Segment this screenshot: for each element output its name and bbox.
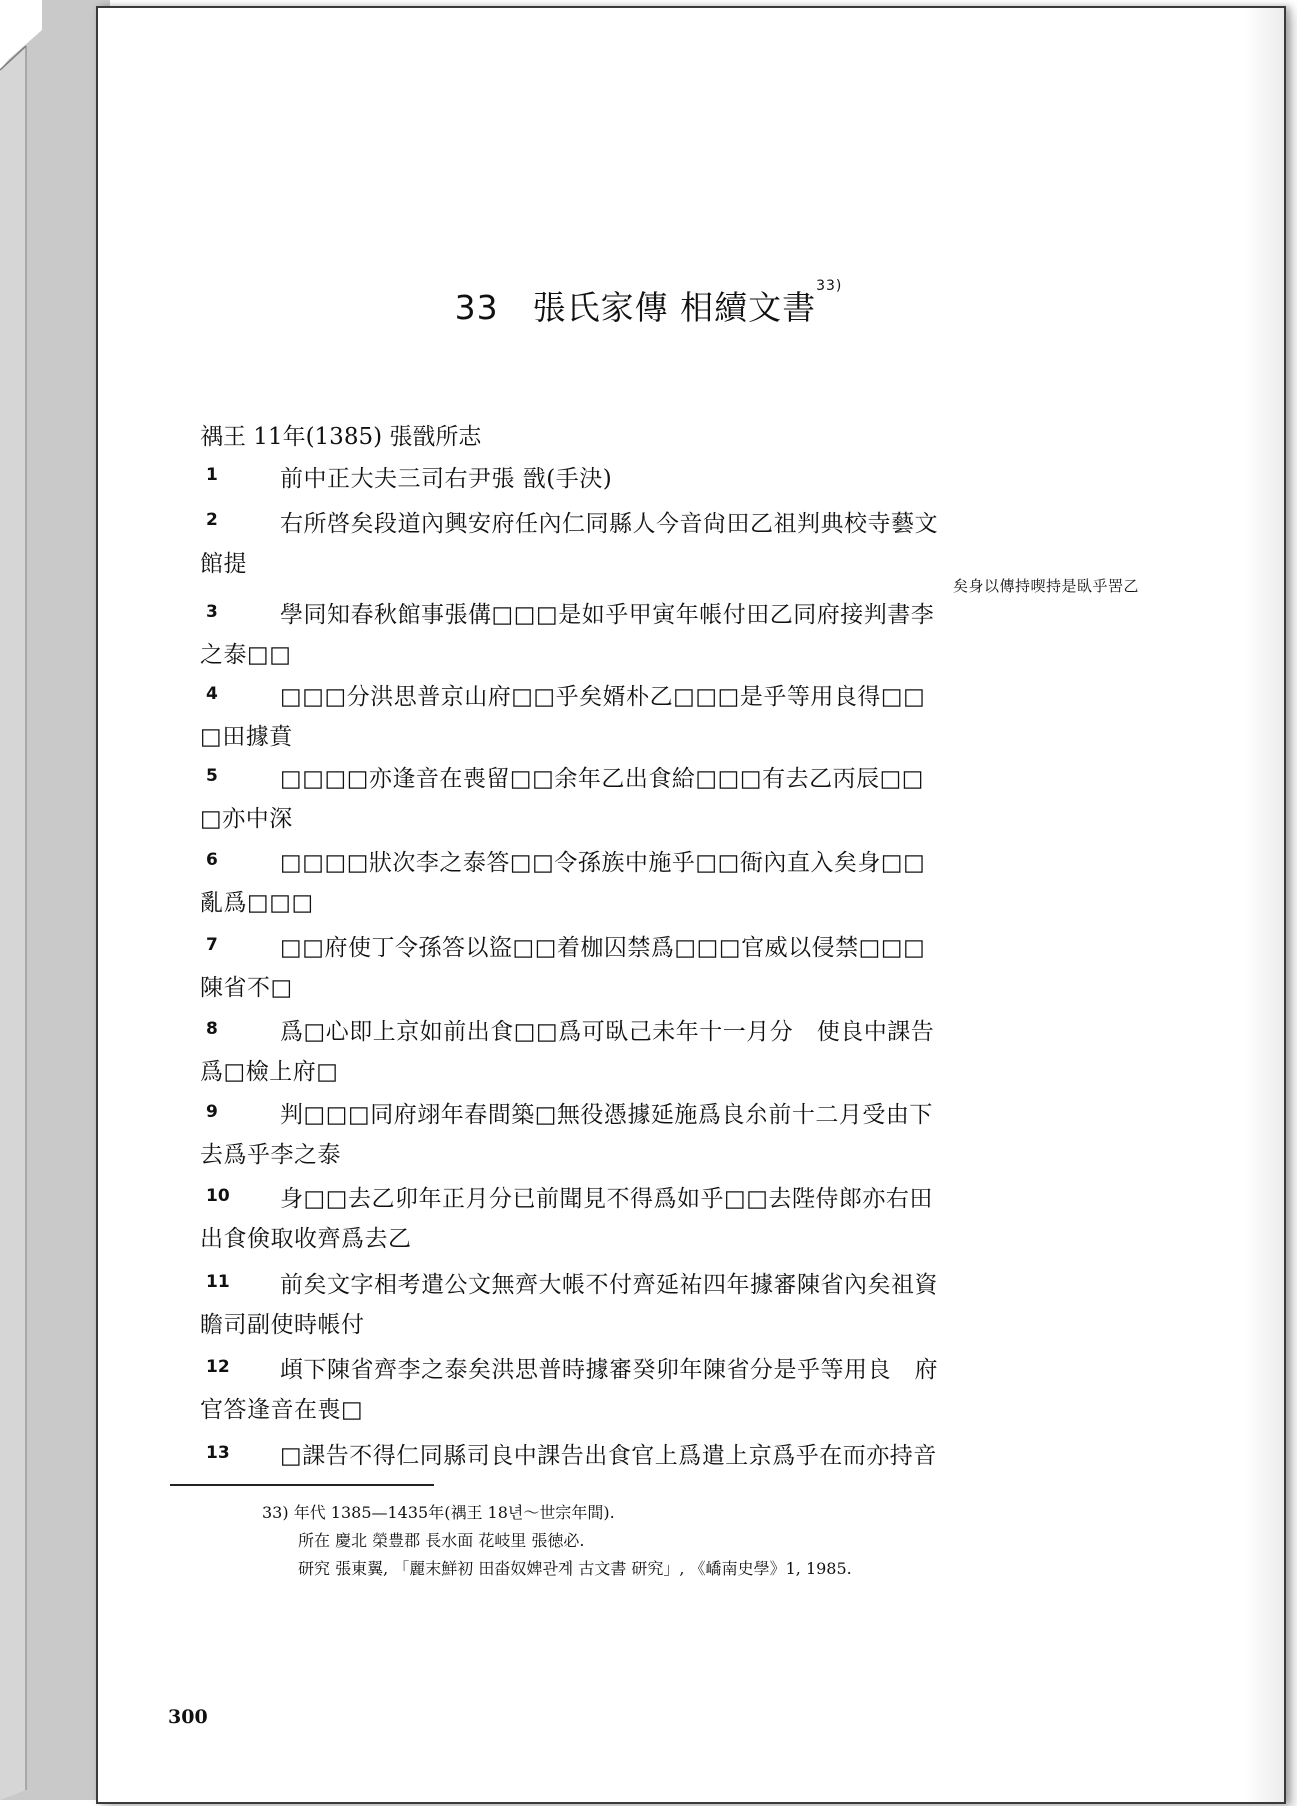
line-number: 11 <box>206 1272 230 1292</box>
line-number: 13 <box>206 1443 230 1463</box>
line-text: 爲□心即上京如前出食□□爲可臥己未年十一月分 使良中課告 <box>280 1019 935 1045</box>
title-number: 33 <box>454 288 499 327</box>
line-text: 頉下陳省齊李之泰矣洪思普時據審癸卯年陳省分是乎等用良 府 <box>280 1357 938 1383</box>
line-number: 2 <box>206 510 218 530</box>
line-continuation: □亦中深 <box>200 806 293 832</box>
line-number: 4 <box>206 684 218 704</box>
line-continuation: 亂爲□□□ <box>200 890 314 916</box>
line-continuation: 之泰□□ <box>200 642 292 668</box>
line-text: □□□□亦逢音在喪留□□余年乙出食給□□□有去乙丙辰□□ <box>280 766 925 792</box>
line-number: 9 <box>206 1102 218 1122</box>
line-number: 8 <box>206 1019 218 1039</box>
line-text: 身□□去乙卯年正月分已前聞見不得爲如乎□□去陛侍郞亦右田 <box>280 1186 933 1212</box>
line-text: □□府使丁令孫答以盜□□着枷囚禁爲□□□官威以侵禁□□□ <box>280 935 926 961</box>
line-text: □課告不得仁同縣司良中課告出食官上爲遣上京爲乎在而亦持音 <box>280 1443 937 1469</box>
page-title <box>0 278 1297 329</box>
line-continuation: 陳省不□ <box>200 975 293 1001</box>
book-spine <box>0 0 110 1806</box>
line-number: 12 <box>206 1357 230 1377</box>
line-number: 3 <box>206 602 218 622</box>
line-number: 10 <box>206 1186 230 1206</box>
title-text: 張氏家傳 相續文書 <box>532 288 817 327</box>
line-continuation: 官答逢音在喪□ <box>200 1397 364 1423</box>
line-number: 6 <box>206 850 218 870</box>
line-text: 學同知春秋館事張傋□□□是如乎甲寅年帳付田乙同府接判書李 <box>280 602 935 628</box>
line-text: □□□□狀次李之泰答□□令孫族中施乎□□衙內直入矣身□□ <box>280 850 926 876</box>
footnote-divider <box>170 1484 434 1486</box>
title-footnote-ref: 33) <box>816 278 843 294</box>
line-continuation: 爲□檢上府□ <box>200 1059 339 1085</box>
footnote-line: 研究 張東翼, 「麗末鮮初 田畓奴婢관계 古文書 研究」, 《嶠南史學》1, 1985. <box>298 1559 852 1578</box>
interlinear-note: 矣身以傳持喫持是臥乎罟乙 <box>952 577 1139 595</box>
line-text: 前矣文字相考遣公文無齊大帳不付齊延祐四年據審陳省內矣祖資 <box>280 1272 938 1298</box>
line-text: □□□分洪思普京山府□□乎矣婿朴乙□□□是乎等用良得□□ <box>280 684 926 710</box>
line-continuation: 館提 <box>200 551 247 577</box>
line-continuation: 瞻司副使時帳付 <box>200 1312 365 1338</box>
footnote-line: 所在 慶北 榮豊郡 長水面 花岐里 張徳必. <box>298 1531 585 1550</box>
line-continuation: □田據賁 <box>200 724 293 750</box>
line-continuation: 去爲乎李之泰 <box>200 1142 341 1168</box>
page-number: 300 <box>168 1706 208 1728</box>
line-text: 右所啓矣段道內興安府任內仁同縣人今音尙田乙祖判典校寺藝文 <box>280 511 938 537</box>
line-number: 7 <box>206 935 218 955</box>
document-header: 禑王 11年(1385) 張戩所志 <box>200 424 482 450</box>
line-number: 5 <box>206 766 218 786</box>
footnote-line: 33) 年代 1385—1435年(禑王 18년～世宗年間). <box>262 1503 615 1522</box>
line-number: 1 <box>206 465 218 485</box>
line-text: 判□□□同府翊年春間築□無役憑據延施爲良厼前十二月受由下 <box>280 1102 933 1128</box>
page-edge-shade <box>1244 8 1284 1802</box>
line-continuation: 出食倹取收齊爲去乙 <box>200 1226 412 1252</box>
line-text: 前中正大夫三司右尹張 戩(手決) <box>280 466 613 492</box>
